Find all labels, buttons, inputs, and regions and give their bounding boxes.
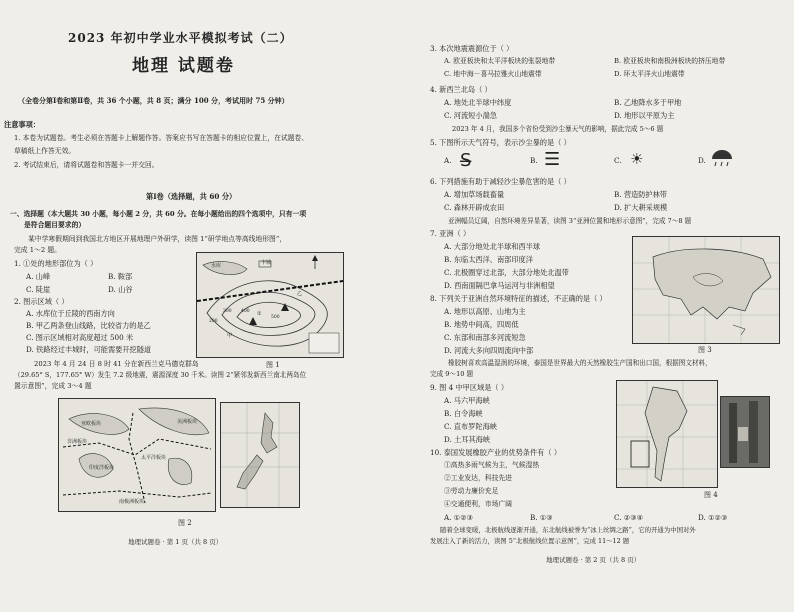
q4-option-a: A. 地处北半球中纬度: [444, 98, 512, 107]
q1-option-a: A. 山峰: [26, 272, 51, 281]
figure-2-newzealand-inset: [220, 402, 300, 508]
intro-q3c: 置示意图”，完成 3～4 题: [14, 382, 92, 390]
q7-option-b: B. 东临太西洋、南部印度洋: [444, 255, 533, 264]
intro-q7: 亚洲幅员辽阔，自然环境差异显著，读图 3“亚洲位置和地形示意图”，完成 7～8 题: [448, 217, 692, 225]
map1-contour-500: 500: [271, 315, 280, 320]
map1-label-fengcheng: 丰城: [261, 260, 272, 266]
section-1: 一、选择题（本大题共 30 小题，每小题 2 分，共 60 分。在每小题给出的四个选项中，只有一项: [10, 210, 307, 218]
q3-option-b: B. 欧亚板块和南极洲板块的挤压地带: [614, 57, 726, 65]
q7-option-d: D. 西南面隔巴拿马运河与非洲相望: [444, 281, 555, 290]
q10-statement-1: ①高热多雨气候为主，气候湿热: [444, 461, 540, 469]
q1-option-b: B. 鞍部: [108, 272, 133, 281]
intro-q11b: 发展注入了新的活力，读图 5“北极航线位置示意图”，完成 11～12 题: [430, 537, 630, 545]
thunder-rain-symbol-icon: [710, 148, 734, 171]
intro-q9: 橡胶树喜欢高温湿润的环境，泰国是世界最大的天然橡胶生产国和出口国，根据图文材料，: [448, 359, 712, 367]
q10-option-d: D. ①②③: [698, 513, 728, 522]
q10-option-a: A. ①②③: [444, 513, 474, 522]
q2-option-d: D. 铁路经过丰城时，可能需要开挖隧道: [26, 345, 152, 354]
plate-label-pacific: 太平洋板块: [141, 455, 167, 461]
q9-option-c: C. 直布罗陀海峡: [444, 422, 497, 431]
exam-meta: （全卷分第Ⅰ卷和第Ⅱ卷，共 36 个小题，共 8 页；满分 100 分，考试用时 75 分钟）: [18, 96, 289, 105]
notice-2: 2. 考试结束后，请将试题卷和答题卡一并交回。: [14, 161, 159, 169]
q1-option-c: C. 陡崖: [26, 285, 51, 294]
fog-symbol-icon: ☰: [544, 149, 561, 170]
q6-option-d: D. 扩大耕采规模: [614, 203, 668, 212]
q7-option-a: A. 大部分地处北半球和西半球: [444, 242, 541, 251]
q8-option-c: C. 东部和南部多河流短急: [444, 333, 526, 342]
exam-title: 2023 年初中学业水平模拟考试（二）: [68, 31, 293, 45]
figure-4-rubber-photo: [720, 396, 770, 468]
q6-option-a: A. 增加草场载畜量: [444, 190, 505, 199]
intro-q3b: （29.65° S，177.65° W）发生 7.2 级地震，震源深度 30 千米。读图 2“紧邻发新西兰南北两岛位: [14, 371, 307, 379]
q3-option-c: C. 地中海－喜马拉雅火山地震带: [444, 70, 542, 78]
q2-option-b: B. 甲乙两条登山线路，比较省力的是乙: [26, 321, 151, 330]
q2-option-a: A. 水库位于丘陵的西南方向: [26, 309, 115, 318]
intro-q9b: 完成 9～10 题: [430, 370, 474, 378]
q3-option-d: D. 环太平洋火山地震带: [614, 70, 685, 78]
question-5: 5. 下图所示天气符号，表示沙尘暴的是（ ）: [430, 138, 571, 147]
q4-option-d: D. 地形以平原为主: [614, 111, 675, 120]
q5-option-c: C.: [614, 156, 622, 165]
question-6: 6. 下列措施有助于减轻沙尘暴危害的是（ ）: [430, 177, 571, 186]
q5-option-a: A.: [444, 156, 452, 165]
sandstorm-symbol-icon: S̶: [460, 150, 472, 171]
map1-contour-300: 300: [223, 309, 232, 314]
figure-4-caption: 图 4: [704, 491, 718, 499]
question-7: 7. 亚洲（ ）: [430, 229, 471, 238]
map1-contour-200: 200: [209, 319, 218, 324]
plate-label-eurasian: 亚欧板块: [81, 421, 102, 427]
map1-label-yi: 乙: [297, 291, 303, 297]
plate-label-african: 非洲板块: [67, 439, 88, 445]
page-2: [410, 0, 794, 612]
question-4: 4. 新西兰北岛（ ）: [430, 85, 492, 94]
plate-label-indian: 印度洋板块: [89, 465, 115, 471]
q4-option-b: B. 乙地降水多于甲地: [614, 98, 682, 107]
figure-3-caption: 图 3: [698, 346, 712, 354]
figure-4-thailand-map: [616, 380, 718, 488]
plate-label-antarctic: 南极洲板块: [119, 499, 145, 505]
notice-heading: 注意事项：: [4, 120, 40, 129]
q9-option-d: D. 土耳其海峡: [444, 435, 491, 444]
q5-option-b: B.: [530, 156, 538, 165]
question-1: 1. ①处的地形部位为（ ）: [14, 259, 98, 268]
map1-label-reservoir: 水库: [211, 263, 222, 269]
q8-option-d: D. 河流大多向四周流向中部: [444, 346, 534, 355]
q4-option-c: C. 河流短小湍急: [444, 111, 497, 120]
subject-title: 地理 试题卷: [132, 56, 235, 76]
q9-option-b: B. 白令海峡: [444, 409, 483, 418]
q6-option-b: B. 营造防护林带: [614, 190, 667, 199]
question-8: 8. 下列关于亚洲自然环境特征的描述，不正确的是（ ）: [430, 294, 607, 303]
notice-1b: 草稿纸上作答无效。: [14, 147, 76, 155]
intro-q3: 2023 年 4 月 24 日 8 时 41 分在新西兰克马德克群岛: [34, 360, 199, 368]
figure-3-asia-map: [632, 236, 780, 344]
intro-q1b: 完成 1～2 题。: [14, 246, 61, 254]
plate-label-american: 美洲板块: [177, 419, 198, 425]
q2-option-c: C. 图示区域相对高度超过 500 米: [26, 333, 134, 342]
q10-statement-3: ③劳动力廉价充足: [444, 487, 499, 495]
q10-option-c: C. ②③④: [614, 513, 644, 522]
figure-2-caption: 图 2: [178, 519, 192, 527]
sunny-symbol-icon: ☀: [630, 150, 644, 168]
question-2: 2. 图示区域（ ）: [14, 297, 69, 306]
q9-option-a: A. 马六甲海峡: [444, 396, 490, 405]
q8-option-b: B. 地势中间高，四周低: [444, 320, 519, 329]
figure-1-caption: 图 1: [266, 361, 280, 369]
q7-option-c: C. 北极圈穿过北部，大部分地处北温带: [444, 268, 569, 277]
map1-label-point1: ①: [257, 311, 262, 317]
map1-label-jia: 甲: [227, 333, 233, 339]
question-3: 3. 本次地震震源位于（ ）: [430, 44, 514, 53]
intro-q11: 随着全球变暖，北极航线逐渐开通，东北航线被誉为“冰上丝绸之路”，它的开通为中国对外: [440, 526, 696, 534]
figure-1-contour-map: [196, 252, 344, 358]
section-1b: 是符合题目要求的）: [24, 221, 86, 229]
question-10: 10. 泰国发展橡胶产业的优势条件有（ ）: [430, 448, 562, 457]
footer-page-1: 地理试题卷 · 第 1 页（共 8 页）: [128, 538, 223, 546]
question-9: 9. 图 4 中甲区域是（ ）: [430, 383, 509, 392]
q6-option-c: C. 森林开辟成农田: [444, 203, 505, 212]
q5-option-d: D.: [698, 156, 706, 165]
intro-q1: 某中学寒假期间到我国北方地区开展地理户外研学，读图 1“研学地点等高线地形图”，: [28, 235, 287, 243]
part-1-heading: 第Ⅰ卷（选择题，共 60 分）: [146, 192, 237, 201]
q10-statement-2: ②工业发达，科技先进: [444, 474, 512, 482]
notice-1: 1. 本卷为试题卷。考生必须在答题卡上解题作答。答案应书写在答题卡的相应位置上，在试题卷、: [14, 134, 309, 142]
figure-2-plate-map: [58, 398, 216, 512]
intro-q5: 2023 年 4 月，我国多个省份受到沙尘暴天气的影响，据此完成 5～6 题: [452, 125, 664, 133]
q1-option-d: D. 山谷: [108, 285, 133, 294]
q8-option-a: A. 地形以高原、山地为主: [444, 307, 526, 316]
q10-statement-4: ④交通便利，市场广阔: [444, 500, 512, 508]
q3-option-a: A. 欧亚板块和太平洋板块的张裂地带: [444, 57, 556, 65]
map1-contour-400: 400: [241, 309, 250, 314]
footer-page-2: 地理试题卷 · 第 2 页（共 8 页）: [546, 556, 641, 564]
q10-option-b: B. ①③: [530, 513, 553, 522]
